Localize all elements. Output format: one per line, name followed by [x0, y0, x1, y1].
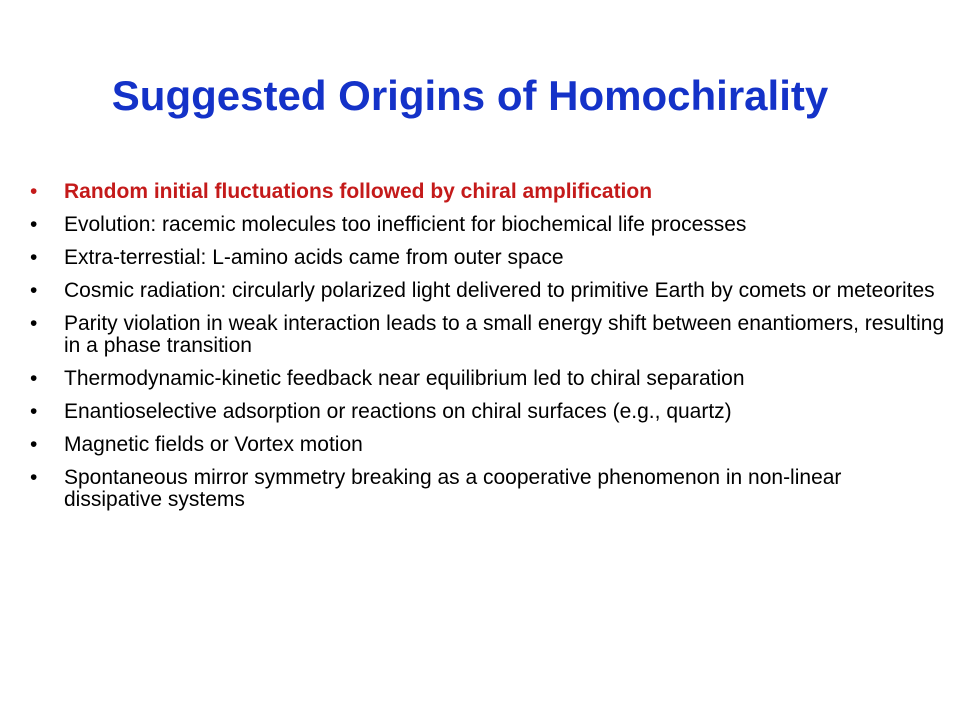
bullet-dot-icon: •	[30, 367, 38, 390]
bullet-dot-icon: •	[30, 312, 38, 335]
bullet-item	[30, 368, 945, 390]
bullet-text: Magnetic fields or Vortex motion	[64, 433, 363, 456]
bullet-dot-icon: •	[30, 246, 38, 269]
bullet-text: Spontaneous mirror symmetry breaking as a cooperative phenomenon in non-linear dissipative systems	[64, 466, 842, 511]
bullet-dot-icon: •	[30, 400, 38, 423]
bullet-item	[30, 434, 945, 456]
bullet-item	[30, 467, 945, 511]
bullet-list	[30, 181, 945, 522]
bullet-text: Evolution: racemic molecules too inefficient for biochemical life processes	[64, 213, 747, 236]
bullet-text: Random initial fluctuations followed by chiral amplification	[64, 180, 653, 203]
slide-title: Suggested Origins of Homochirality	[111, 72, 829, 119]
bullet-item	[30, 214, 945, 236]
bullet-item	[30, 313, 945, 357]
bullet-text: Enantioselective adsorption or reactions on chiral surfaces (e.g., quartz)	[64, 400, 732, 423]
bullet-text: Parity violation in weak interaction leads to a small energy shift between enantiomers, resulting in a phase transition	[64, 312, 945, 357]
bullet-item	[30, 247, 945, 269]
bullet-item	[30, 401, 945, 423]
bullet-dot-icon: •	[30, 180, 38, 203]
bullet-text: Cosmic radiation: circularly polarized light delivered to primitive Earth by comets or meteorites	[64, 279, 935, 302]
bullet-dot-icon: •	[30, 279, 38, 302]
bullet-dot-icon: •	[30, 213, 38, 236]
bullet-item	[30, 280, 945, 302]
bullet-dot-icon: •	[30, 466, 38, 489]
bullet-text: Extra-terrestial: L-amino acids came from outer space	[64, 246, 564, 269]
bullet-text: Thermodynamic-kinetic feedback near equilibrium led to chiral separation	[64, 367, 745, 390]
bullet-item	[30, 181, 945, 203]
bullet-dot-icon: •	[30, 433, 38, 456]
